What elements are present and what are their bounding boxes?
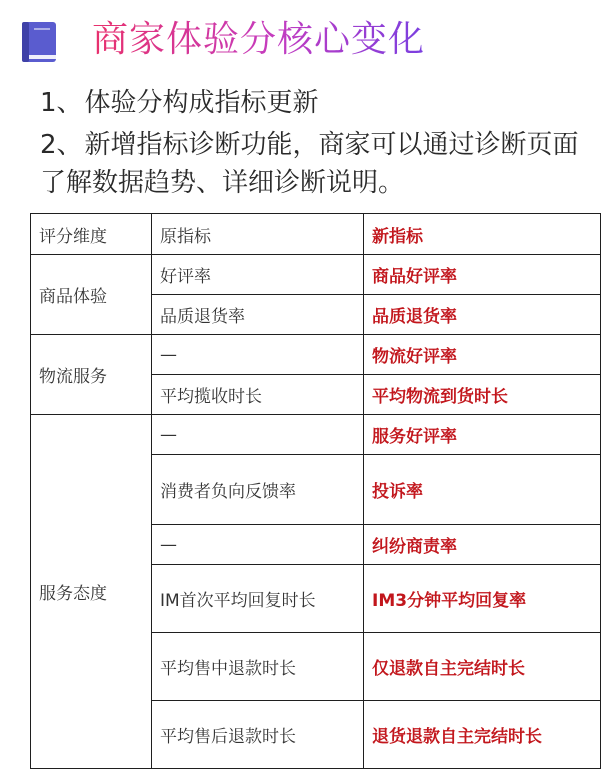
- new-cell: 纠纷商责率: [364, 525, 601, 565]
- dimension-cell: 服务态度: [31, 415, 152, 769]
- original-cell: —: [152, 335, 364, 375]
- point-2-text: 新增指标诊断功能，商家可以通过诊断页面了解数据趋势、详细诊断说明。: [40, 130, 579, 198]
- point-2: [40, 126, 600, 202]
- table-row: [31, 335, 601, 375]
- point-1: [40, 84, 600, 122]
- key-points: [40, 84, 600, 202]
- original-cell: 品质退货率: [152, 295, 364, 335]
- header-dimension: 评分维度: [31, 214, 152, 255]
- original-cell: 好评率: [152, 255, 364, 295]
- original-cell: —: [152, 525, 364, 565]
- indicator-table: [30, 213, 601, 769]
- new-cell: 投诉率: [364, 455, 601, 525]
- original-cell: 消费者负向反馈率: [152, 455, 364, 525]
- new-cell: 品质退货率: [364, 295, 601, 335]
- header-original: 原指标: [152, 214, 364, 255]
- new-cell: 退货退款自主完结时长: [364, 701, 601, 769]
- original-cell: 平均售中退款时长: [152, 633, 364, 701]
- original-cell: —: [152, 415, 364, 455]
- new-cell: 平均物流到货时长: [364, 375, 601, 415]
- new-cell: 商品好评率: [364, 255, 601, 295]
- new-cell: 服务好评率: [364, 415, 601, 455]
- new-cell: 仅退款自主完结时长: [364, 633, 601, 701]
- point-1-text: 体验分构成指标更新: [84, 88, 319, 118]
- dimension-cell: 物流服务: [31, 335, 152, 415]
- header-new: 新指标: [364, 214, 601, 255]
- dimension-cell: 商品体验: [31, 255, 152, 335]
- table-row: [31, 415, 601, 455]
- book-icon: [14, 16, 64, 66]
- table-row: [31, 255, 601, 295]
- new-cell: IM3分钟平均回复率: [364, 565, 601, 633]
- new-cell: 物流好评率: [364, 335, 601, 375]
- table-header-row: [31, 214, 601, 255]
- original-cell: 平均揽收时长: [152, 375, 364, 415]
- original-cell: 平均售后退款时长: [152, 701, 364, 769]
- point-1-number: 1、: [40, 88, 83, 118]
- point-2-number: 2、: [40, 130, 83, 160]
- header: [14, 12, 604, 72]
- original-cell: IM首次平均回复时长: [152, 565, 364, 633]
- page-title: 商家体验分核心变化: [92, 14, 425, 66]
